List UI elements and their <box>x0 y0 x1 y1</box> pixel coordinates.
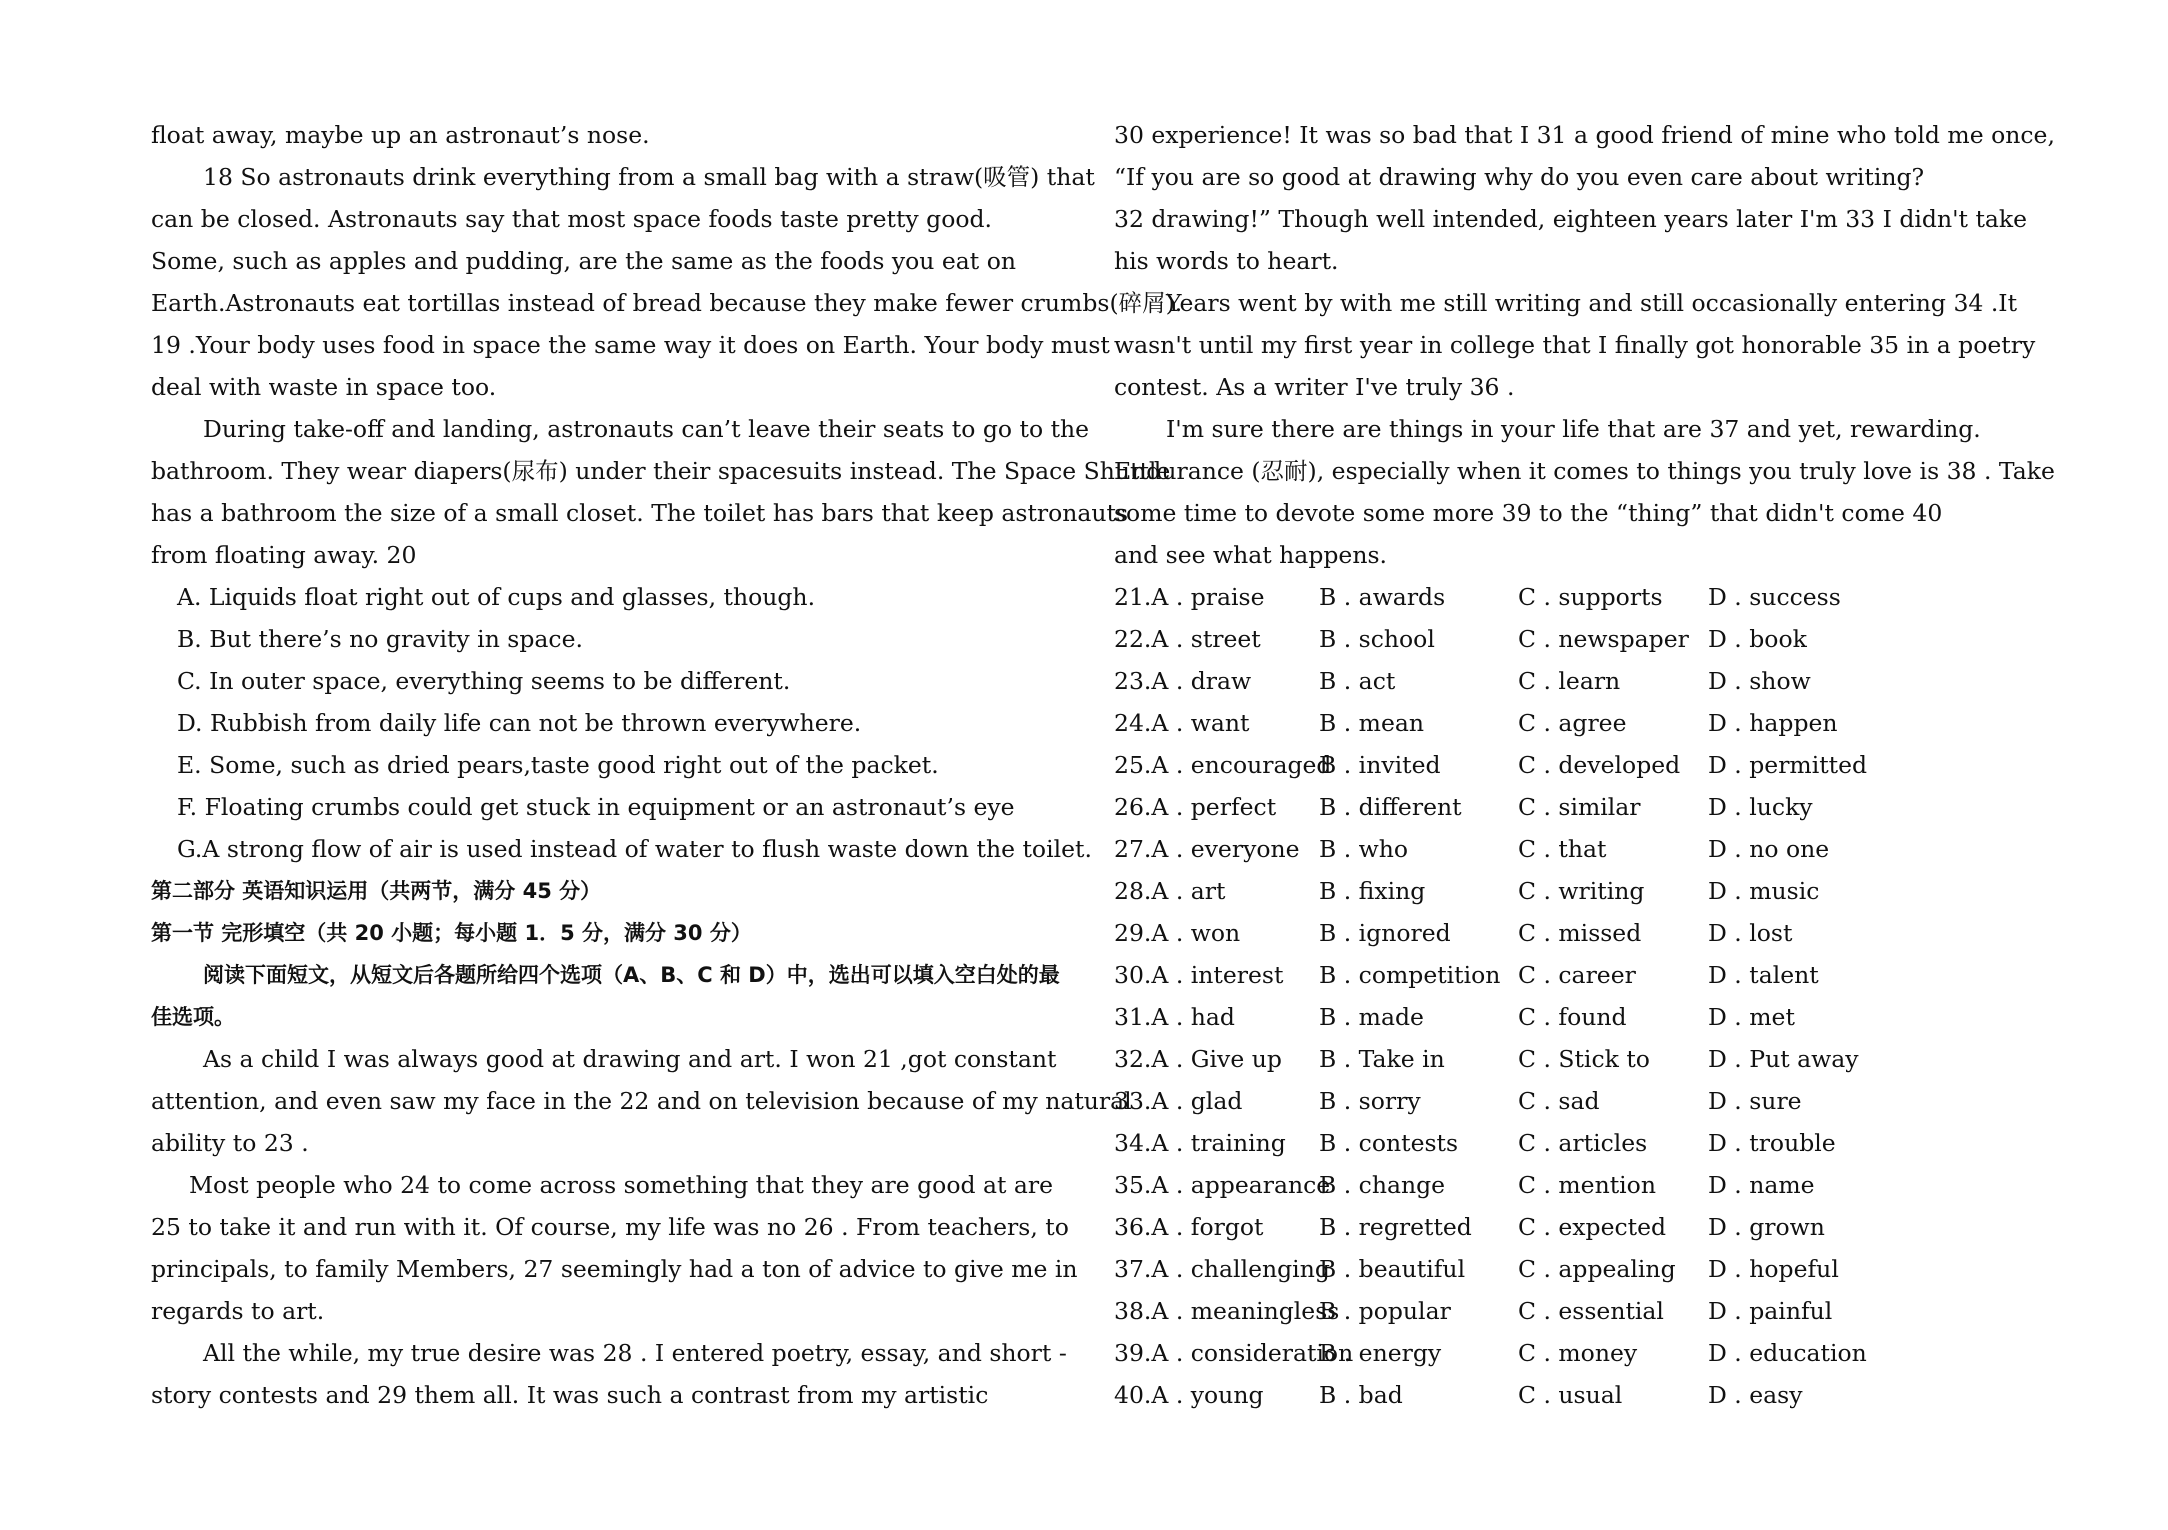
option-d: D . met <box>1708 1003 1795 1031</box>
option-row <box>1114 1038 2049 1080</box>
option-c: C . newspaper <box>1518 625 1689 653</box>
option-row <box>1114 744 2049 786</box>
option-a: 26.A . perfect <box>1114 793 1277 821</box>
option-b: B . invited <box>1319 751 1441 779</box>
option-d: D . show <box>1708 667 1811 695</box>
option-line: C. In outer space, everything seems to be different. <box>177 667 791 695</box>
text-line: float away, maybe up an astronaut’s nose. <box>151 121 650 149</box>
option-a: 39.A . consideration <box>1114 1339 1354 1367</box>
option-row <box>1114 1080 2049 1122</box>
option-a: 35.A . appearance <box>1114 1171 1331 1199</box>
option-c: C . usual <box>1518 1381 1623 1409</box>
option-d: D . education <box>1708 1339 1867 1367</box>
option-c: C . that <box>1518 835 1607 863</box>
option-row <box>1114 1248 2049 1290</box>
option-a: 37.A . challenging <box>1114 1255 1330 1283</box>
option-b: B . bad <box>1319 1381 1403 1409</box>
option-d: D . talent <box>1708 961 1819 989</box>
option-d: D . trouble <box>1708 1129 1836 1157</box>
section-heading: 第一节 完形填空（共 20 小题；每小题 1．5 分，满分 30 分） <box>151 921 752 945</box>
option-b: B . Take in <box>1319 1045 1445 1073</box>
option-c: C . career <box>1518 961 1636 989</box>
option-c: C . articles <box>1518 1129 1648 1157</box>
option-b: B . mean <box>1319 709 1425 737</box>
option-row <box>1114 702 2049 744</box>
option-b: B . change <box>1319 1171 1446 1199</box>
option-b: B . who <box>1319 835 1409 863</box>
option-c: C . learn <box>1518 667 1621 695</box>
option-row <box>1114 1374 2049 1416</box>
instructions: 阅读下面短文，从短文后各题所给四个选项（A、B、C 和 D）中，选出可以填入空白处的最 <box>203 963 1060 987</box>
option-a: 24.A . want <box>1114 709 1250 737</box>
option-c: C . expected <box>1518 1213 1667 1241</box>
option-line: A. Liquids float right out of cups and glasses, though. <box>177 583 816 611</box>
text-line: Most people who 24 to come across something that they are good at are <box>189 1171 1054 1199</box>
option-d: D . painful <box>1708 1297 1833 1325</box>
option-c: C . missed <box>1518 919 1642 947</box>
option-a: 34.A . training <box>1114 1129 1286 1157</box>
option-a: 32.A . Give up <box>1114 1045 1282 1073</box>
option-a: 27.A . everyone <box>1114 835 1300 863</box>
option-d: D . grown <box>1708 1213 1825 1241</box>
option-b: B . school <box>1319 625 1435 653</box>
text-line: can be closed. Astronauts say that most space foods taste pretty good. <box>151 205 993 233</box>
text-line: 30 experience! It was so bad that I 31 a good friend of mine who told me once, <box>1114 121 2055 149</box>
option-b: B . popular <box>1319 1297 1451 1325</box>
option-row <box>1114 1164 2049 1206</box>
instructions: 佳选项。 <box>151 1005 235 1029</box>
option-a: 29.A . won <box>1114 919 1241 947</box>
option-b: B . fixing <box>1319 877 1426 905</box>
text-line: As a child I was always good at drawing and art. I won 21 ,got constant <box>203 1045 1057 1073</box>
text-line: contest. As a writer I've truly 36 . <box>1114 373 1515 401</box>
text-line: Some, such as apples and pudding, are the same as the foods you eat on <box>151 247 1017 275</box>
option-a: 38.A . meaningless <box>1114 1297 1340 1325</box>
option-d: D . Put away <box>1708 1045 1859 1073</box>
option-d: D . easy <box>1708 1381 1803 1409</box>
section-heading: 第二部分 英语知识运用（共两节，满分 45 分） <box>151 879 602 903</box>
text-line: from floating away. 20 <box>151 541 417 569</box>
option-line: B. But there’s no gravity in space. <box>177 625 583 653</box>
option-c: C . sad <box>1518 1087 1600 1115</box>
option-row <box>1114 870 2049 912</box>
option-line: D. Rubbish from daily life can not be thrown everywhere. <box>177 709 862 737</box>
option-row <box>1114 1206 2049 1248</box>
option-c: C . developed <box>1518 751 1681 779</box>
option-a: 23.A . draw <box>1114 667 1252 695</box>
option-d: D . lost <box>1708 919 1793 947</box>
option-a: 31.A . had <box>1114 1003 1235 1031</box>
option-c: C . appealing <box>1518 1255 1676 1283</box>
option-a: 22.A . street <box>1114 625 1261 653</box>
text-line: 18 So astronauts drink everything from a small bag with a straw(吸管) that <box>203 163 1095 191</box>
option-c: C . similar <box>1518 793 1641 821</box>
option-c: C . writing <box>1518 877 1645 905</box>
text-line: 19 .Your body uses food in space the same way it does on Earth. Your body must <box>151 331 1110 359</box>
text-line: has a bathroom the size of a small closet. The toilet has bars that keep astronauts <box>151 499 1129 527</box>
option-line: E. Some, such as dried pears,taste good right out of the packet. <box>177 751 939 779</box>
text-line: 25 to take it and run with it. Of course, my life was no 26 . From teachers, to <box>151 1213 1069 1241</box>
text-line: deal with waste in space too. <box>151 373 497 401</box>
text-line: bathroom. They wear diapers(尿布) under their spacesuits instead. The Space Shuttle <box>151 457 1171 485</box>
option-b: B . regretted <box>1319 1213 1472 1241</box>
option-d: D . permitted <box>1708 751 1868 779</box>
option-c: C . found <box>1518 1003 1627 1031</box>
text-line: story contests and 29 them all. It was such a contrast from my artistic <box>151 1381 989 1409</box>
option-row <box>1114 618 2049 660</box>
option-row <box>1114 660 2049 702</box>
option-b: B . ignored <box>1319 919 1451 947</box>
text-line: his words to heart. <box>1114 247 1339 275</box>
text-line: All the while, my true desire was 28 . I entered poetry, essay, and short - <box>203 1339 1067 1367</box>
option-c: C . essential <box>1518 1297 1664 1325</box>
option-row <box>1114 1290 2049 1332</box>
text-line: Years went by with me still writing and still occasionally entering 34 .It <box>1166 289 2018 317</box>
option-b: B . awards <box>1319 583 1446 611</box>
option-d: D . music <box>1708 877 1820 905</box>
right-column <box>1114 114 2055 1416</box>
option-d: D . happen <box>1708 709 1838 737</box>
text-line: ability to 23 . <box>151 1129 309 1157</box>
option-d: D . hopeful <box>1708 1255 1839 1283</box>
text-line: and see what happens. <box>1114 541 1387 569</box>
option-b: B . competition <box>1319 961 1501 989</box>
answer-options <box>1114 576 2049 1416</box>
option-a: 25.A . encouraged <box>1114 751 1332 779</box>
option-row <box>1114 1122 2049 1164</box>
text-line: attention, and even saw my face in the 22 and on television because of my natural <box>151 1087 1132 1115</box>
option-d: D . book <box>1708 625 1807 653</box>
text-line: 32 drawing!” Though well intended, eighteen years later I'm 33 I didn't take <box>1114 205 2028 233</box>
option-b: B . made <box>1319 1003 1424 1031</box>
option-b: B . different <box>1319 793 1462 821</box>
option-d: D . lucky <box>1708 793 1813 821</box>
text-line: principals, to family Members, 27 seemingly had a ton of advice to give me in <box>151 1255 1078 1283</box>
text-line: “If you are so good at drawing why do you even care about writing? <box>1114 163 1925 191</box>
text-line: I'm sure there are things in your life that are 37 and yet, rewarding. <box>1166 415 1981 443</box>
option-c: C . money <box>1518 1339 1638 1367</box>
option-row <box>1114 576 2049 618</box>
text-line: During take-off and landing, astronauts can’t leave their seats to go to the <box>203 415 1090 443</box>
text-line: some time to devote some more 39 to the “thing” that didn't come 40 <box>1114 499 1943 527</box>
option-d: D . success <box>1708 583 1841 611</box>
option-row <box>1114 996 2049 1038</box>
option-a: 36.A . forgot <box>1114 1213 1264 1241</box>
text-line: Endurance (忍耐), especially when it comes to things you truly love is 38 . Take <box>1114 457 2055 485</box>
option-d: D . name <box>1708 1171 1815 1199</box>
option-row <box>1114 954 2049 996</box>
option-a: 21.A . praise <box>1114 583 1265 611</box>
option-a: 33.A . glad <box>1114 1087 1243 1115</box>
option-b: B . beautiful <box>1319 1255 1466 1283</box>
option-line: G.A strong flow of air is used instead of water to flush waste down the toilet. <box>177 835 1092 863</box>
option-b: B . energy <box>1319 1339 1442 1367</box>
option-a: 28.A . art <box>1114 877 1226 905</box>
option-c: C . mention <box>1518 1171 1656 1199</box>
text-line: wasn't until my first year in college that I finally got honorable 35 in a poetry <box>1114 331 2036 359</box>
option-d: D . sure <box>1708 1087 1802 1115</box>
option-a: 30.A . interest <box>1114 961 1284 989</box>
text-line: Earth.Astronauts eat tortillas instead of bread because they make fewer crumbs(碎屑). <box>151 289 1183 317</box>
option-b: B . contests <box>1319 1129 1459 1157</box>
option-b: B . sorry <box>1319 1087 1421 1115</box>
option-line: F. Floating crumbs could get stuck in equipment or an astronaut’s eye <box>177 793 1015 821</box>
text-line: regards to art. <box>151 1297 325 1325</box>
option-d: D . no one <box>1708 835 1830 863</box>
option-c: C . supports <box>1518 583 1663 611</box>
option-row <box>1114 912 2049 954</box>
option-c: C . Stick to <box>1518 1045 1650 1073</box>
option-row <box>1114 786 2049 828</box>
option-row <box>1114 1332 2049 1374</box>
option-a: 40.A . young <box>1114 1381 1264 1409</box>
option-row <box>1114 828 2049 870</box>
option-c: C . agree <box>1518 709 1627 737</box>
option-b: B . act <box>1319 667 1396 695</box>
